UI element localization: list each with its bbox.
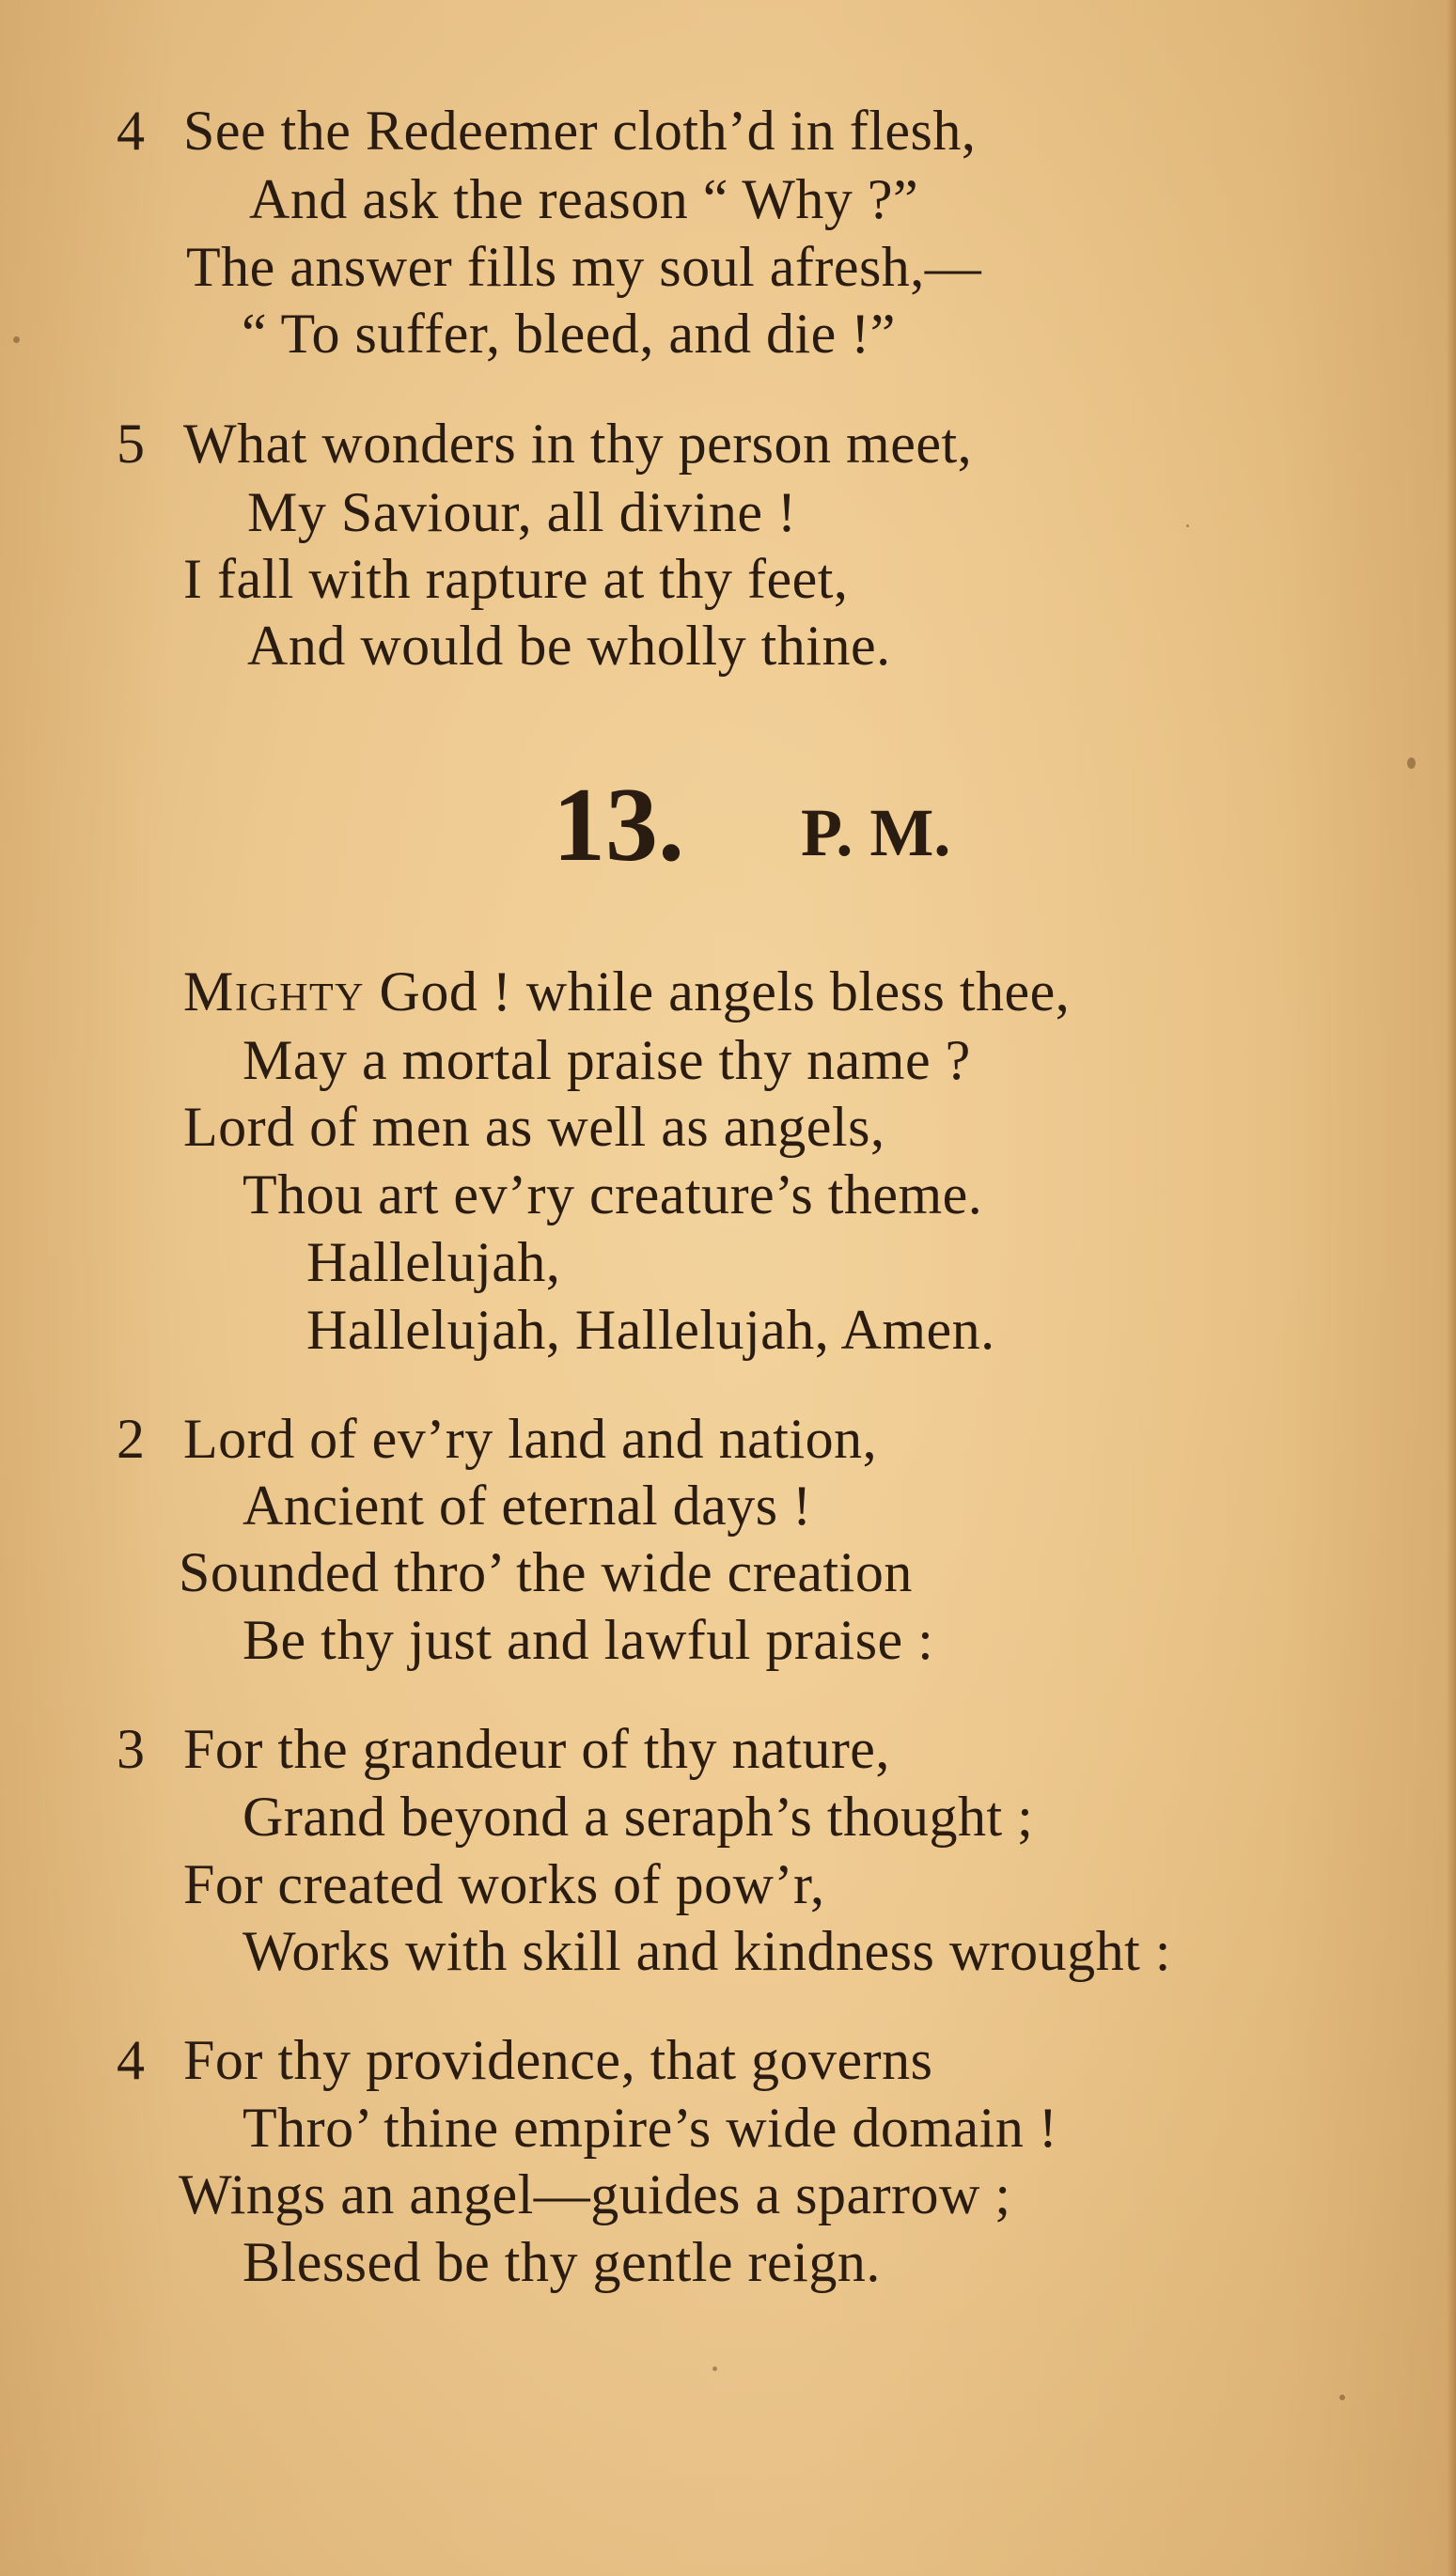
- first-line-rest: God ! while angels bless thee,: [364, 960, 1071, 1023]
- paper-speck: [1407, 757, 1416, 769]
- stanza-number: 3: [117, 1718, 145, 1780]
- verse-line: See the Redeemer cloth’d in flesh,: [183, 100, 977, 162]
- paper-speck: [1186, 524, 1189, 527]
- paper-speck: [13, 336, 20, 343]
- stanza-number: 5: [117, 413, 145, 475]
- stanza-number: 4: [117, 100, 145, 162]
- stanza-number: 4: [117, 2029, 145, 2091]
- stanza-number: 2: [117, 1408, 145, 1470]
- first-word: Mighty: [183, 960, 365, 1023]
- verse-line: For created works of pow’r,: [183, 1853, 825, 1915]
- verse-line: Lord of men as well as angels,: [183, 1096, 885, 1158]
- verse-line: Thou art ev’ry creature’s theme.: [243, 1163, 983, 1226]
- paper-speck: [1339, 2395, 1345, 2400]
- verse-line: And would be wholly thine.: [247, 615, 891, 677]
- verse-line: [183, 959, 1070, 1024]
- verse-line: The answer fills my soul afresh,—: [186, 236, 982, 298]
- hymn-number: 13.: [553, 767, 684, 883]
- verse-line: And ask the reason “ Why ?”: [249, 168, 919, 230]
- verse-line: “ To suffer, bleed, and die !”: [242, 303, 896, 365]
- verse-line: For thy providence, that governs: [183, 2029, 933, 2091]
- verse-line: My Saviour, all divine !: [247, 481, 797, 543]
- verse-line: Thro’ thine empire’s wide domain !: [243, 2097, 1058, 2159]
- paper-speck: [712, 2366, 717, 2371]
- verse-line: Hallelujah,: [306, 1231, 561, 1293]
- verse-line: Blessed be thy gentle reign.: [243, 2231, 881, 2293]
- verse-line: May a mortal praise thy name ?: [243, 1029, 971, 1091]
- verse-line: Grand beyond a seraph’s thought ;: [243, 1786, 1034, 1848]
- verse-line: Wings an angel—guides a sparrow ;: [179, 2163, 1011, 2225]
- verse-line: Lord of ev’ry land and nation,: [183, 1408, 878, 1470]
- verse-line: I fall with rapture at thy feet,: [183, 548, 849, 610]
- verse-line: Ancient of eternal days !: [243, 1475, 812, 1537]
- verse-line: Hallelujah, Hallelujah, Amen.: [306, 1299, 995, 1361]
- verse-line: Works with skill and kindness wrought :: [243, 1920, 1171, 1982]
- verse-line: For the grandeur of thy nature,: [183, 1718, 890, 1780]
- verse-line: Sounded thro’ the wide creation: [179, 1541, 913, 1603]
- hymn-meter: P. M.: [801, 795, 951, 870]
- verse-line: What wonders in thy person meet,: [183, 413, 973, 475]
- page-edge-shadow: [1447, 0, 1456, 2576]
- verse-line: Be thy just and lawful praise :: [243, 1609, 934, 1671]
